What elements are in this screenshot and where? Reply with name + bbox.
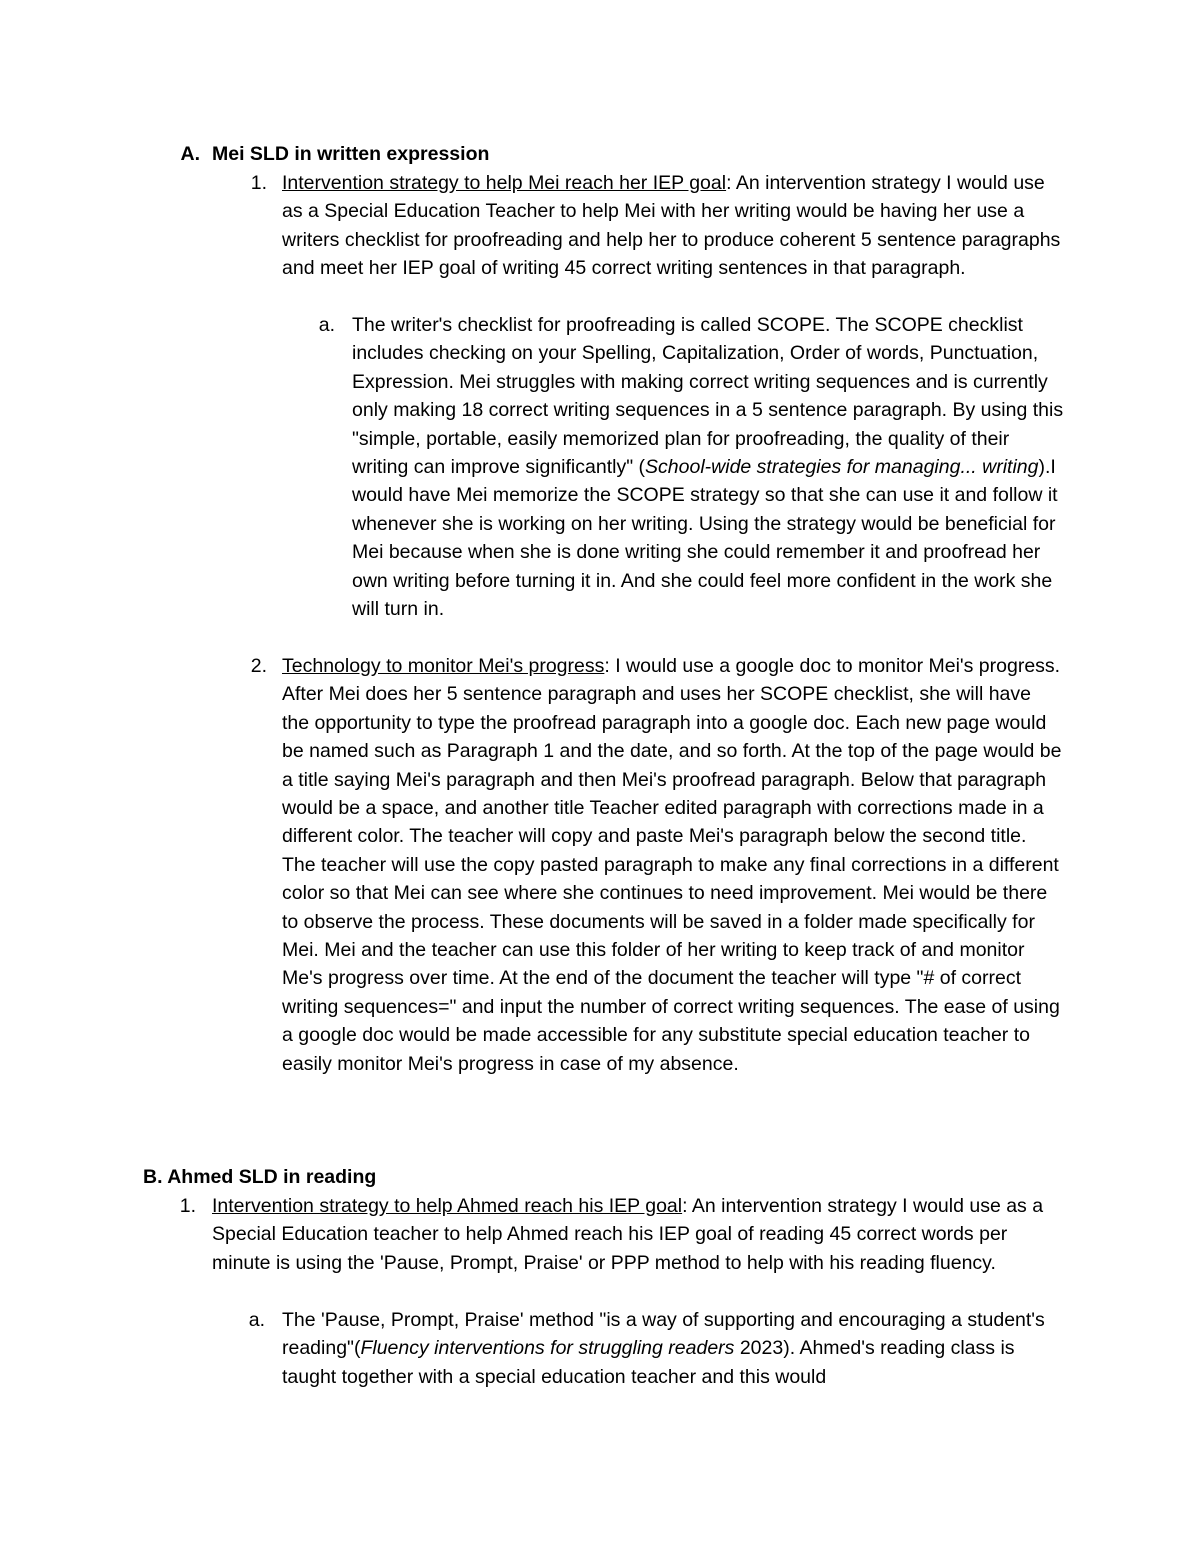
section-a-item-2-marker: 2. [250, 655, 267, 677]
section-a-marker: A. [180, 143, 200, 165]
section-a-item-1-sub-a [352, 311, 1064, 623]
section-a-item-2-label: Technology to monitor Mei's progress [282, 655, 605, 677]
section-b-sub-a-text-2: 2023). Ahmed's reading class is taught together with a special education teacher and this would [282, 1337, 1015, 1388]
section-b-sub-a-text-1: The 'Pause, Prompt, Praise' method "is a way of supporting and encouraging a student's reading"( [282, 1309, 1045, 1360]
section-b-item-1 [212, 1192, 1062, 1277]
section-a-sub-a-text-1: The writer's checklist for proofreading is called SCOPE. The SCOPE checklist includes checking on your Spelling, Capitalization, Order of words, Punctuation, Expression. Mei struggles with making correct writing sequences and is currently only making 18 correct writing sequences in a 5 sentence paragraph. By using this "simple, portable, easily memorized plan for proofreading, the quality of their writing can improve significantly" ( [352, 314, 1064, 479]
section-b-item-1-marker: 1. [179, 1195, 196, 1217]
section-a-item-1-label: Intervention strategy to help Mei reach her IEP goal [282, 172, 727, 194]
section-b-sub-a-citation: Fluency interventions for struggling readers [360, 1337, 735, 1360]
section-a-item-1-sub-a-marker: a. [318, 314, 335, 336]
section-a-item-1-marker: 1. [250, 172, 267, 194]
section-b-item-1-sub-a [282, 1306, 1062, 1391]
section-a-item-2-text: : I would use a google doc to monitor Mei's progress. After Mei does her 5 sentence paragraph and uses her SCOPE checklist, she will have the opportunity to type the proofread paragraph into a google doc. Each new page would be named such as Paragraph 1 and the date, and so forth. At the top of the page would be a title saying Mei's paragraph and then Mei's proofread paragraph. Below that paragraph would be a space, and another title Teacher edited paragraph with corrections made in a different color. The teacher will copy and paste Mei's paragraph below the second title. The teacher will use the copy pasted paragraph to make any final corrections in a different color so that Mei can see where she continues to need improvement. Mei would be there to observe the process. These documents will be saved in a folder made specifically for Mei. Mei and the teacher can use this folder of her writing to keep track of and monitor Me's progress over time. At the end of the document the teacher will type "# of correct writing sequences=" and input the number of correct writing sequences. The ease of using a google doc would be made accessible for any substitute special education teacher to easily monitor Mei's progress in case of my absence. [282, 655, 1062, 1075]
section-b-title: B. Ahmed SLD in reading [143, 1166, 377, 1188]
section-b-item-1-label: Intervention strategy to help Ahmed reach his IEP goal [212, 1195, 683, 1217]
section-a-item-1 [282, 169, 1062, 283]
section-a-sub-a-text-2: ).I would have Mei memorize the SCOPE strategy so that she can use it and follow it whenever she is working on her writing. Using the strategy would be beneficial for Mei because when she is done writing she could remember it and proofread her own writing before turning it in. And she could feel more confident in the work she will turn in. [352, 456, 1058, 621]
section-a-item-1-text: : An intervention strategy I would use as a Special Education Teacher to help Mei with her writing would be having her use a writers checklist for proofreading and help her to produce coherent 5 sentence paragraphs and meet her IEP goal of writing 45 correct writing sentences in that paragraph. [282, 172, 1061, 280]
section-a-item-2 [282, 652, 1062, 1078]
section-b-item-1-text: : An intervention strategy I would use as a Special Education teacher to help Ahmed reach his IEP goal of reading 45 correct words per minute is using the 'Pause, Prompt, Praise' or PPP method to help with his reading fluency. [212, 1195, 1044, 1274]
section-a-title: Mei SLD in written expression [212, 143, 490, 165]
section-a-sub-a-citation: School-wide strategies for managing... writing [645, 456, 1039, 479]
section-b-item-1-sub-a-marker: a. [248, 1309, 265, 1331]
